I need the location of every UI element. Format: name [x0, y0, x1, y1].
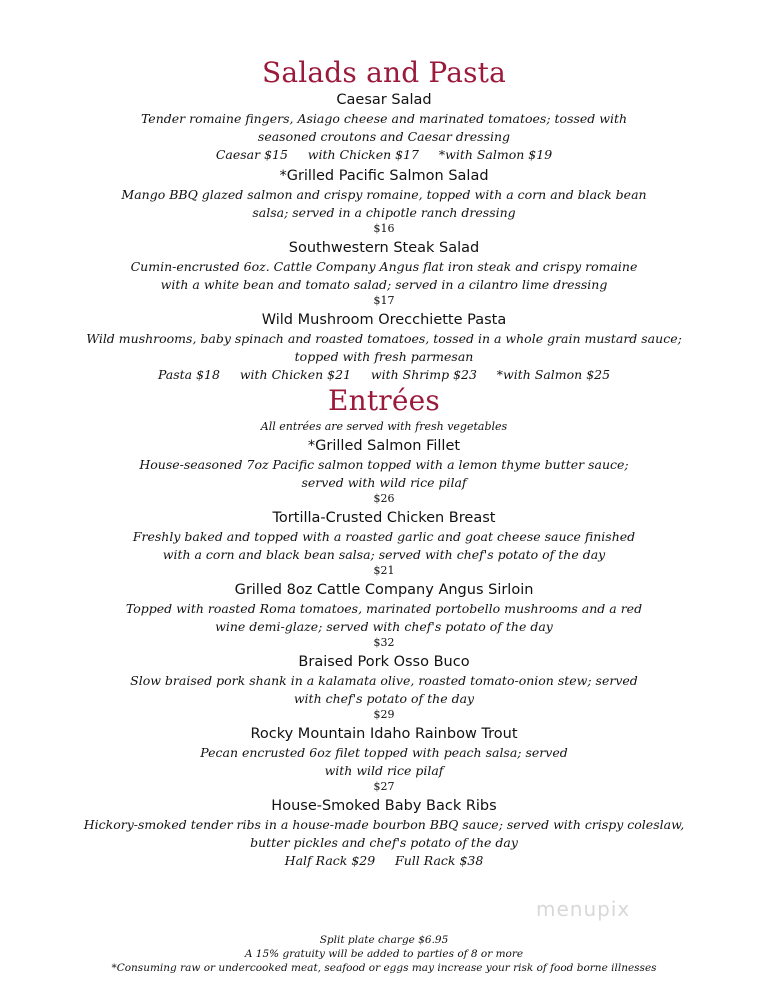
item-desc-line: with wild rice pilaf	[324, 763, 444, 778]
item-desc-line: with a white bean and tomato salad; served in a cilantro lime dressing	[160, 277, 608, 292]
item-price: $32	[373, 636, 395, 649]
item-desc-line: House-seasoned 7oz Pacific salmon topped with a lemon thyme butter sauce;	[139, 457, 629, 472]
item-desc-line: Mango BBQ glazed salmon and crispy romaine, topped with a corn and black bean	[121, 187, 647, 202]
menu-item-angus-sirloin	[0, 581, 768, 650]
footer-consumer-advisory: *Consuming raw or undercooked meat, seafood or eggs may increase your risk of food borne illnesses	[111, 962, 657, 974]
menu-item-baby-back-ribs	[0, 797, 768, 870]
menu-item-grilled-salmon-fillet	[0, 437, 768, 506]
item-desc-line: butter pickles and chef's potato of the day	[250, 835, 518, 850]
watermark: menupix	[536, 897, 631, 921]
menu-item-grilled-salmon-salad	[0, 167, 768, 236]
item-name: House-Smoked Baby Back Ribs	[271, 798, 497, 814]
section-note: All entrées are served with fresh vegetables	[260, 420, 508, 433]
item-prices: Caesar $15 with Chicken $17 *with Salmon $19	[215, 147, 553, 162]
item-desc-line: Wild mushrooms, baby spinach and roasted tomatoes, tossed in a whole grain mustard sauce;	[86, 331, 682, 346]
item-prices: Half Rack $29 Full Rack $38	[284, 853, 484, 868]
item-name: Braised Pork Osso Buco	[298, 654, 470, 670]
item-desc-line: Cumin-encrusted 6oz. Cattle Company Angus flat iron steak and crispy romaine	[130, 259, 638, 274]
menu-item-pork-osso-buco	[0, 653, 768, 722]
item-prices: Pasta $18 with Chicken $21 with Shrimp $23 *with Salmon $25	[157, 367, 611, 382]
item-price: $21	[373, 564, 395, 577]
item-name: Caesar Salad	[336, 92, 432, 108]
item-name: Southwestern Steak Salad	[288, 240, 480, 256]
item-desc-line: served with wild rice pilaf	[301, 475, 467, 490]
menu-item-mushroom-pasta	[0, 311, 768, 384]
item-price: $17	[373, 294, 395, 307]
item-desc-line: Slow braised pork shank in a kalamata olive, roasted tomato-onion stew; served	[130, 673, 638, 688]
item-price: $27	[373, 780, 395, 793]
item-desc-line: Pecan encrusted 6oz filet topped with peach salsa; served	[200, 745, 568, 760]
item-name: Wild Mushroom Orecchiette Pasta	[261, 312, 507, 328]
item-desc-line: Tender romaine fingers, Asiago cheese and marinated tomatoes; tossed with	[140, 111, 628, 126]
item-name: Tortilla-Crusted Chicken Breast	[272, 510, 496, 526]
item-name: Grilled 8oz Cattle Company Angus Sirloin	[234, 582, 534, 598]
item-desc-line: topped with fresh parmesan	[294, 349, 474, 364]
item-name: *Grilled Salmon Fillet	[307, 438, 461, 454]
footer-gratuity: A 15% gratuity will be added to parties of 8 or more	[244, 948, 524, 960]
item-name: *Grilled Pacific Salmon Salad	[279, 168, 489, 184]
item-price: $29	[373, 708, 395, 721]
section-title-salads-pasta: Salads and Pasta	[261, 56, 507, 89]
item-desc-line: seasoned croutons and Caesar dressing	[257, 129, 511, 144]
item-desc-line: Topped with roasted Roma tomatoes, marinated portobello mushrooms and a red	[125, 601, 643, 616]
footer-notes	[0, 933, 768, 975]
item-price: $26	[373, 492, 395, 505]
menu-item-southwestern-steak-salad	[0, 239, 768, 308]
item-desc-line: Hickory-smoked tender ribs in a house-made bourbon BBQ sauce; served with crispy coleslaw,	[83, 817, 685, 832]
item-desc-line: with a corn and black bean salsa; served with chef's potato of the day	[162, 547, 606, 562]
item-desc-line: with chef's potato of the day	[293, 691, 475, 706]
menu-item-caesar-salad	[0, 91, 768, 164]
menu-item-tortilla-chicken	[0, 509, 768, 578]
item-name: Rocky Mountain Idaho Rainbow Trout	[250, 726, 518, 742]
item-desc-line: wine demi-glaze; served with chef's potato of the day	[215, 619, 553, 634]
section-title-entrees: Entrées	[327, 384, 441, 417]
menu-item-rainbow-trout	[0, 725, 768, 794]
item-desc-line: Freshly baked and topped with a roasted garlic and goat cheese sauce finished	[132, 529, 636, 544]
footer-split-plate: Split plate charge $6.95	[319, 934, 449, 946]
item-desc-line: salsa; served in a chipotle ranch dressing	[252, 205, 516, 220]
item-price: $16	[373, 222, 395, 235]
